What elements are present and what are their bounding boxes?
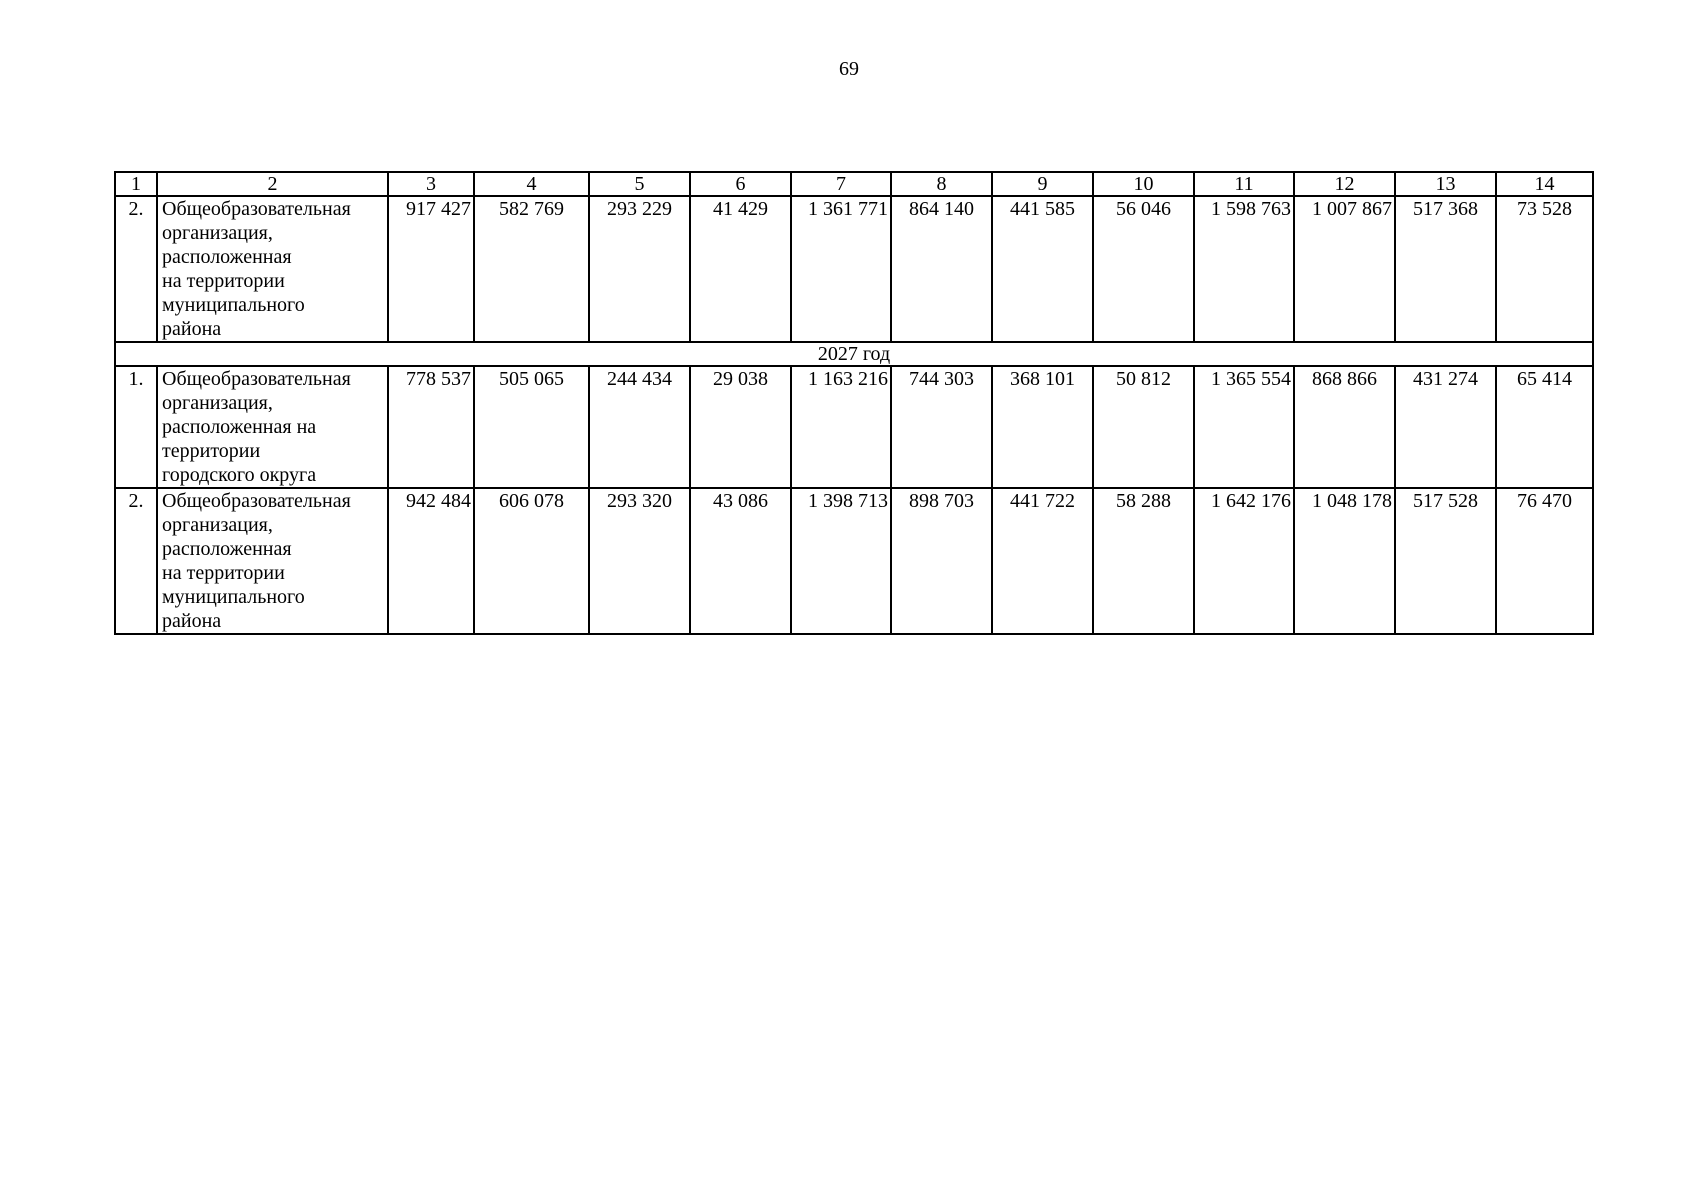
header-cell: 1: [115, 172, 157, 196]
page-number: 69: [839, 58, 859, 80]
row-number: 1.: [115, 366, 157, 488]
value-cell: 293 320: [589, 488, 690, 634]
header-cell: 8: [891, 172, 992, 196]
value-cell: 582 769: [474, 196, 589, 342]
header-cell: 11: [1194, 172, 1294, 196]
value-cell: 29 038: [690, 366, 791, 488]
value-cell: 41 429: [690, 196, 791, 342]
value-cell: 293 229: [589, 196, 690, 342]
value-cell: 441 585: [992, 196, 1093, 342]
value-cell: 864 140: [891, 196, 992, 342]
header-cell: 6: [690, 172, 791, 196]
value-cell: 50 812: [1093, 366, 1194, 488]
header-cell: 4: [474, 172, 589, 196]
value-cell: 1 007 867: [1294, 196, 1395, 342]
value-cell: 43 086: [690, 488, 791, 634]
value-cell: 744 303: [891, 366, 992, 488]
header-cell: 7: [791, 172, 891, 196]
value-cell: 76 470: [1496, 488, 1593, 634]
value-cell: 65 414: [1496, 366, 1593, 488]
table-row: [115, 196, 1593, 342]
header-cell: 13: [1395, 172, 1496, 196]
header-cell: 3: [388, 172, 474, 196]
value-cell: 56 046: [1093, 196, 1194, 342]
data-table: [114, 171, 1594, 635]
value-cell: 505 065: [474, 366, 589, 488]
header-cell: 9: [992, 172, 1093, 196]
row-number: 2.: [115, 196, 157, 342]
value-cell: 73 528: [1496, 196, 1593, 342]
organization-name: Общеобразовательная организация, расположенная на территории муниципального района: [157, 488, 388, 634]
header-cell: 14: [1496, 172, 1593, 196]
header-cell: 2: [157, 172, 388, 196]
value-cell: 1 398 713: [791, 488, 891, 634]
column-number-row: [115, 172, 1593, 196]
value-cell: 58 288: [1093, 488, 1194, 634]
value-cell: 917 427: [388, 196, 474, 342]
table-row: [115, 488, 1593, 634]
header-cell: 5: [589, 172, 690, 196]
value-cell: 431 274: [1395, 366, 1496, 488]
year-label: 2027 год: [115, 342, 1593, 366]
header-cell: 10: [1093, 172, 1194, 196]
value-cell: 1 163 216: [791, 366, 891, 488]
organization-name: Общеобразовательная организация, расположенная на территории муниципального района: [157, 196, 388, 342]
value-cell: 1 048 178: [1294, 488, 1395, 634]
value-cell: 898 703: [891, 488, 992, 634]
organization-name: Общеобразовательная организация, расположенная на территории городского округа: [157, 366, 388, 488]
value-cell: 517 528: [1395, 488, 1496, 634]
value-cell: 778 537: [388, 366, 474, 488]
row-number: 2.: [115, 488, 157, 634]
value-cell: 441 722: [992, 488, 1093, 634]
value-cell: 868 866: [1294, 366, 1395, 488]
value-cell: 517 368: [1395, 196, 1496, 342]
table-row: [115, 366, 1593, 488]
header-cell: 12: [1294, 172, 1395, 196]
value-cell: 1 598 763: [1194, 196, 1294, 342]
value-cell: 1 361 771: [791, 196, 891, 342]
value-cell: 942 484: [388, 488, 474, 634]
value-cell: 1 642 176: [1194, 488, 1294, 634]
value-cell: 244 434: [589, 366, 690, 488]
value-cell: 1 365 554: [1194, 366, 1294, 488]
value-cell: 368 101: [992, 366, 1093, 488]
value-cell: 606 078: [474, 488, 589, 634]
year-section-row: [115, 342, 1593, 366]
